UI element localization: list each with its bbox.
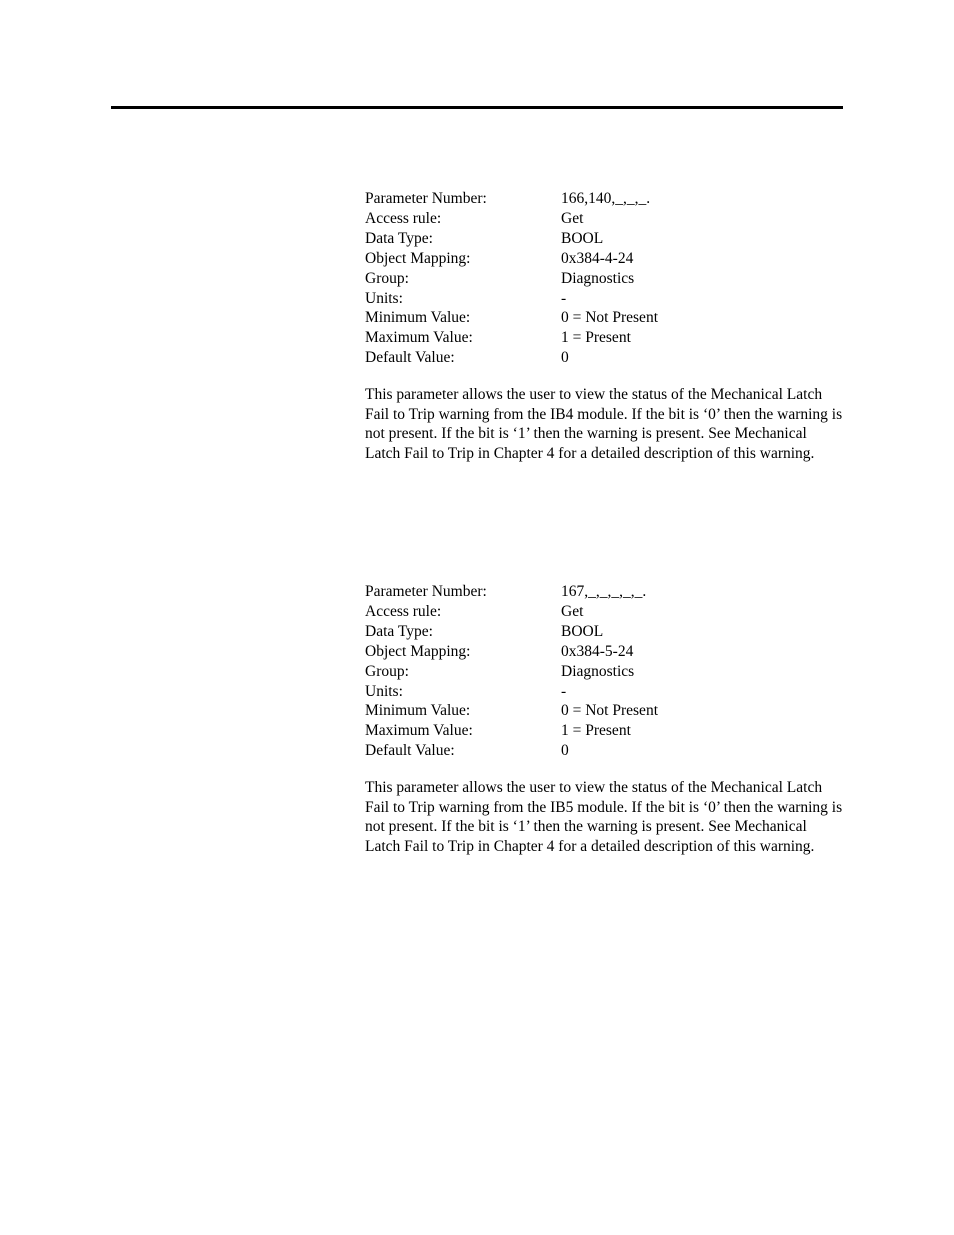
param-row-units (365, 682, 658, 702)
header-rule (111, 106, 843, 109)
param-label: Maximum Value: (365, 722, 473, 740)
param-row-minimum-value (365, 701, 658, 721)
param-label: Default Value: (365, 349, 455, 367)
param-row-maximum-value (365, 721, 658, 741)
param-row-access-rule (365, 209, 658, 229)
param-row-number (365, 189, 658, 209)
param-value: 166,140,_,_,_. (561, 190, 651, 207)
param-label: Parameter Number: (365, 190, 487, 207)
param-row-minimum-value (365, 308, 658, 328)
param-row-default-value (365, 741, 658, 761)
param-value: 0 (561, 742, 569, 760)
param-label: Group: (365, 269, 409, 287)
param-value: 0 = Not Present (561, 309, 658, 327)
param-value: 167,_,_,_,_,_. (561, 583, 647, 600)
param-row-access-rule (365, 602, 658, 622)
param-row-group (365, 662, 658, 682)
param-value: 0x384-5-24 (561, 642, 634, 660)
param-label: Units: (365, 682, 403, 700)
param-label: Object Mapping: (365, 642, 471, 660)
param-label: Minimum Value: (365, 702, 471, 720)
parameter-block-167 (365, 582, 845, 857)
param-label: Units: (365, 289, 403, 307)
param-value: Diagnostics (561, 662, 635, 680)
param-label: Maximum Value: (365, 329, 473, 347)
param-row-group (365, 269, 658, 289)
param-value: BOOL (561, 622, 604, 640)
param-label: Group: (365, 662, 409, 680)
param-label: Parameter Number: (365, 583, 487, 600)
parameter-description: This parameter allows the user to view the status of the Mechanical Latch Fail to Trip warning from the IB5 module. If the bit is ‘0’ then the warning is not present. If the bit is ‘1’ then the warning is present. See Mechanical Latch Fail to Trip in Chapter 4 for a detailed description of this warning. (365, 779, 843, 855)
param-row-object-mapping (365, 249, 658, 269)
param-label: Minimum Value: (365, 309, 471, 327)
param-value: BOOL (561, 229, 604, 247)
parameter-block-166 (365, 189, 845, 464)
param-row-data-type (365, 622, 658, 642)
param-value: Get (561, 209, 584, 227)
param-value: - (561, 682, 567, 700)
param-row-maximum-value (365, 328, 658, 348)
param-value: 0x384-4-24 (561, 249, 634, 267)
parameter-table (365, 189, 658, 368)
param-row-number (365, 582, 658, 602)
param-label: Data Type: (365, 622, 433, 640)
param-value: 1 = Present (561, 329, 631, 347)
param-label: Data Type: (365, 229, 433, 247)
param-value: Get (561, 602, 584, 620)
param-row-data-type (365, 229, 658, 249)
param-value: 1 = Present (561, 722, 631, 740)
param-row-units (365, 289, 658, 309)
param-label: Default Value: (365, 742, 455, 760)
param-value: Diagnostics (561, 269, 635, 287)
param-value: 0 (561, 349, 569, 367)
param-row-object-mapping (365, 642, 658, 662)
param-label: Access rule: (365, 209, 442, 227)
param-label: Object Mapping: (365, 249, 471, 267)
param-label: Access rule: (365, 602, 442, 620)
param-row-default-value (365, 348, 658, 368)
parameter-table (365, 582, 658, 761)
param-value: - (561, 289, 567, 307)
param-value: 0 = Not Present (561, 702, 658, 720)
parameter-description: This parameter allows the user to view the status of the Mechanical Latch Fail to Trip warning from the IB4 module. If the bit is ‘0’ then the warning is not present. If the bit is ‘1’ then the warning is present. See Mechanical Latch Fail to Trip in Chapter 4 for a detailed description of this warning. (365, 386, 843, 462)
